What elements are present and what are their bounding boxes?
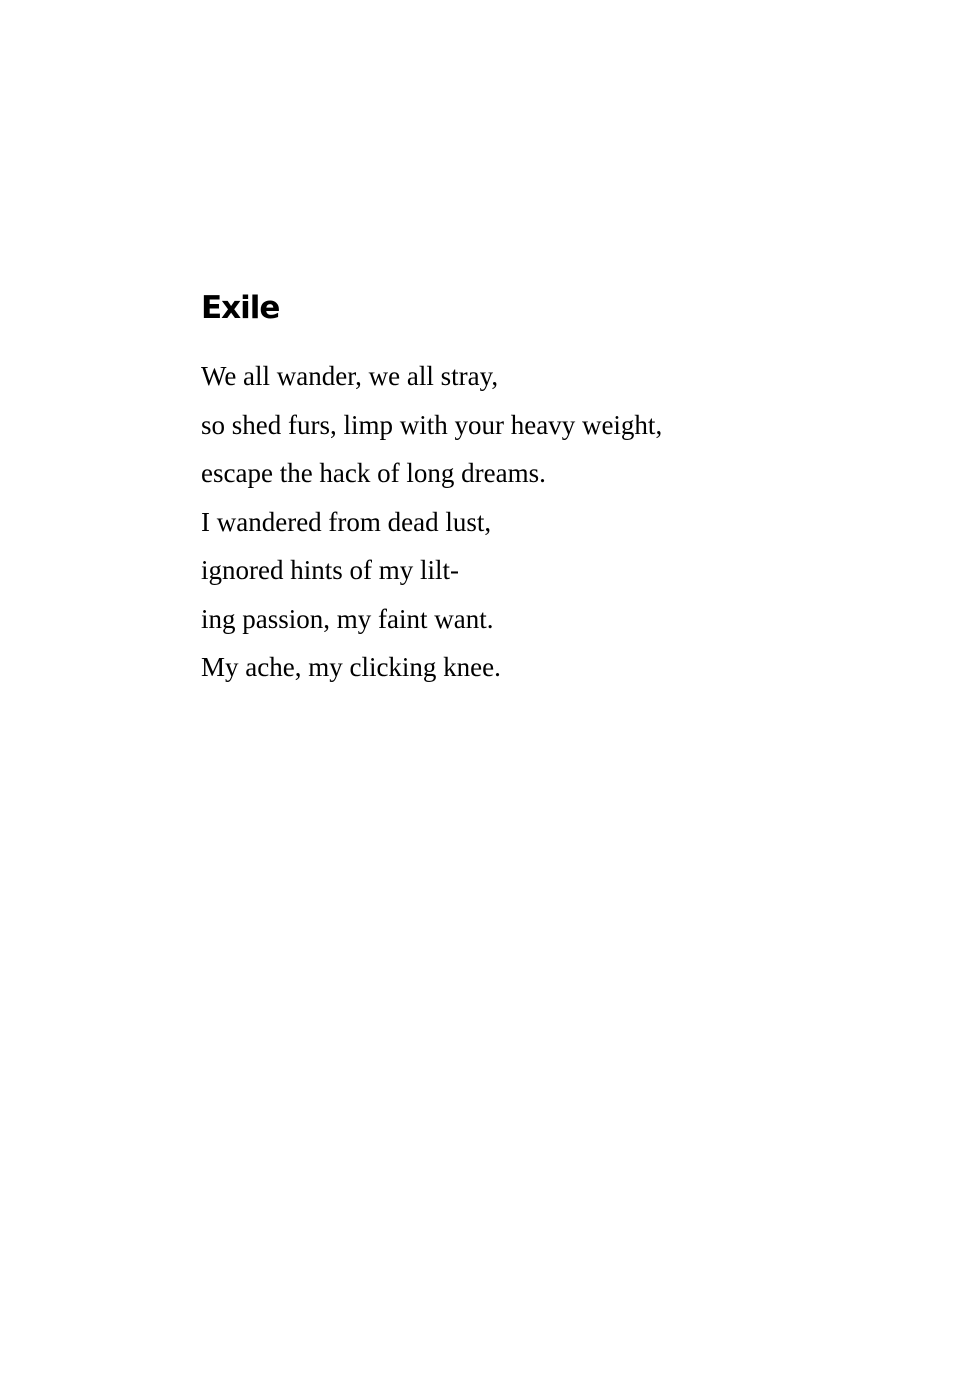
poem-line: I wandered from dead lust, xyxy=(201,506,492,537)
poem-line: ignored hints of my lilt- xyxy=(201,555,459,585)
poem xyxy=(201,288,901,692)
poem-line: escape the hack of long dreams. xyxy=(201,458,546,488)
poem-title: Exile xyxy=(201,290,280,326)
poem-line: so shed furs, limp with your heavy weight, xyxy=(201,409,663,440)
poem-line: ing passion, my faint want. xyxy=(201,603,494,634)
poem-line: We all wander, we all stray, xyxy=(201,361,499,391)
poem-line: My ache, my clicking knee. xyxy=(201,652,501,682)
poem-body xyxy=(201,352,901,692)
